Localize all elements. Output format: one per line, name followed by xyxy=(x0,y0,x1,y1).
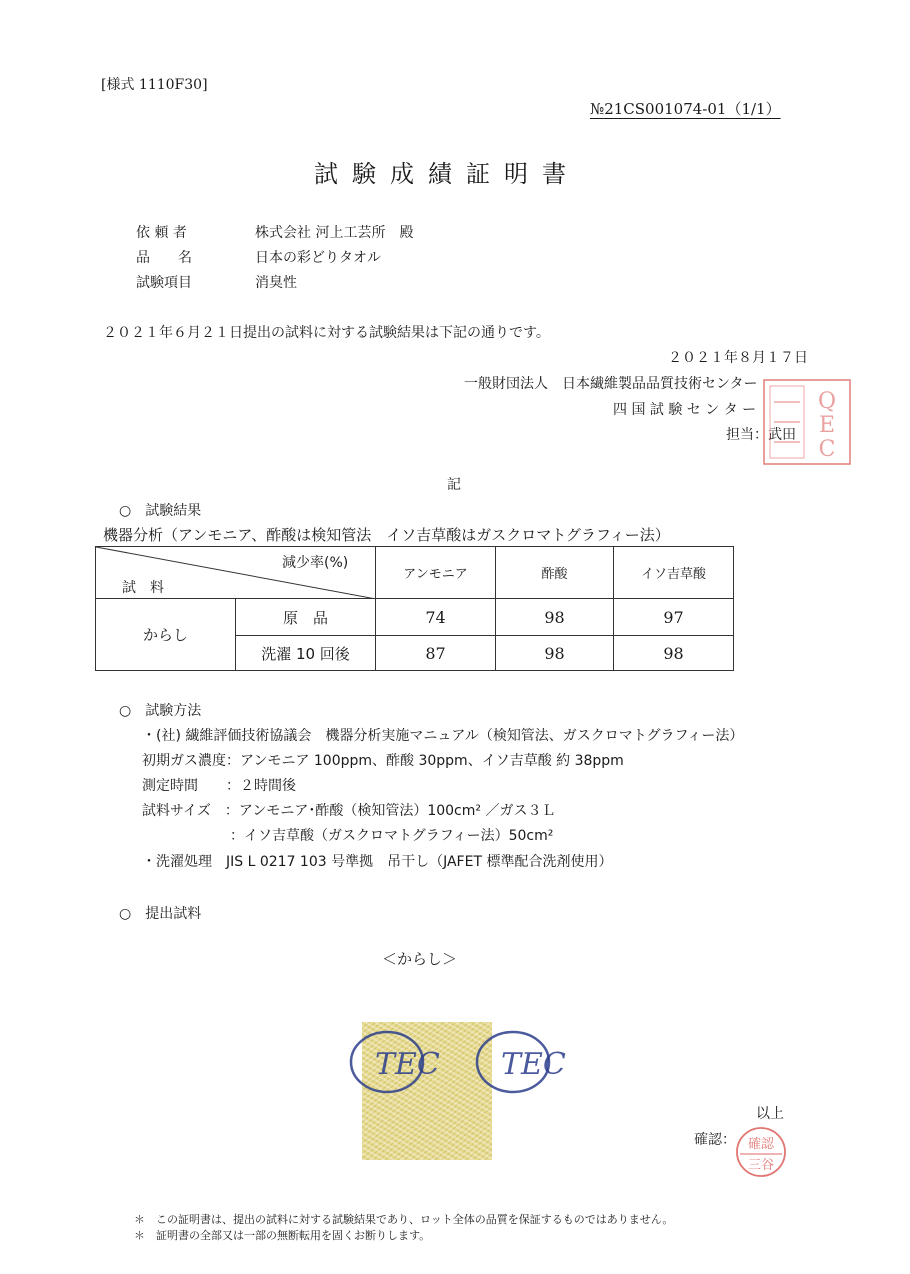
product-value: 日本の彩どりタオル xyxy=(255,250,381,266)
svg-text:TEC: TEC xyxy=(501,1047,566,1082)
column-header-isovaleric-acid: イソ吉草酸 xyxy=(614,547,734,599)
issuer-branch: 四 国 試 験 セ ン タ ー xyxy=(613,402,757,418)
row-label-original: 原 品 xyxy=(236,599,376,636)
table-cell: 98 xyxy=(496,636,614,671)
svg-text:三谷: 三谷 xyxy=(747,1158,775,1173)
qtec-logo-stamp xyxy=(345,1020,575,1100)
intro-text: ２０２１年６月２１日提出の試料に対する試験結果は下記の通りです。 xyxy=(103,325,550,341)
ki-heading: 記 xyxy=(447,477,461,493)
section-sample-heading: ○ 提出試料 xyxy=(119,906,202,922)
confirm-label: 確認： xyxy=(694,1132,736,1148)
ijo-closing: 以上 xyxy=(756,1106,784,1122)
test-item-label: 試験項目 xyxy=(136,275,192,291)
table-corner-cell xyxy=(96,547,376,599)
corner-bottom-label: 試 料 xyxy=(122,580,164,596)
confirmation-seal xyxy=(734,1124,788,1180)
section-results-heading: ○ 試験結果 xyxy=(119,503,202,519)
column-header-ammonia: アンモニア xyxy=(376,547,496,599)
results-table xyxy=(95,546,734,671)
client-label: 依 頼 者 xyxy=(136,225,187,241)
table-cell: 97 xyxy=(614,599,734,636)
sample-caption: ＜からし＞ xyxy=(382,950,458,968)
product-label: 品 名 xyxy=(136,250,192,266)
method-line: 試料サイズ ：アンモニア･酢酸（検知管法）100cm² ／ガス３Ｌ xyxy=(142,803,556,819)
svg-text:確認: 確認 xyxy=(747,1137,775,1152)
method-note: 機器分析（アンモニア、酢酸は検知管法 イソ吉草酸はガスクロマトグラフィー法） xyxy=(103,526,670,544)
section-method-heading: ○ 試験方法 xyxy=(119,703,202,719)
method-line: ・(社) 繊維評価技術協議会 機器分析実施マニュアル（検知管法、ガスクロマトグラフィー法） xyxy=(142,728,744,744)
svg-text:TEC: TEC xyxy=(375,1047,440,1082)
svg-text:E: E xyxy=(818,413,836,438)
document-number: №21CS001074-01（1/1） xyxy=(590,100,781,118)
page-title: 試験成績証明書 xyxy=(314,160,580,188)
table-cell: 98 xyxy=(614,636,734,671)
footnote: ＊ 証明書の全部又は一部の無断転用を固くお断りします。 xyxy=(134,1229,431,1242)
svg-text:Q: Q xyxy=(817,389,837,414)
table-cell: 74 xyxy=(376,599,496,636)
method-line: ・洗濯処理 JIS L 0217 103 号準拠 吊干し（JAFET 標準配合洗剤使用） xyxy=(142,854,613,870)
svg-text:C: C xyxy=(818,437,836,462)
table-cell: 98 xyxy=(496,599,614,636)
client-value: 株式会社 河上工芸所 殿 xyxy=(255,225,414,241)
form-code: [様式 1110F30] xyxy=(101,77,208,93)
corner-top-label: 減少率(%) xyxy=(282,555,349,571)
column-header-acetic-acid: 酢酸 xyxy=(496,547,614,599)
test-item-value: 消臭性 xyxy=(255,275,297,291)
person-in-charge: 担当：武田 xyxy=(726,427,796,443)
organization-seal xyxy=(762,378,852,466)
issuer-organization: 一般財団法人 日本繊維製品品質技術センター xyxy=(464,376,758,392)
issue-date: ２０２１年８月１７日 xyxy=(668,350,808,366)
sample-name-cell: からし xyxy=(96,599,236,671)
method-line: 初期ガス濃度：アンモニア 100ppm、酢酸 30ppm、イソ吉草酸 約 38ppm xyxy=(142,753,624,769)
method-line: 測定時間 ：２時間後 xyxy=(142,778,296,794)
footnote: ＊ この証明書は、提出の試料に対する試験結果であり、ロット全体の品質を保証するものではありません。 xyxy=(134,1213,674,1226)
row-label-after-washing: 洗濯 10 回後 xyxy=(236,636,376,671)
method-line: ：イソ吉草酸（ガスクロマトグラフィー法）50cm² xyxy=(230,828,554,844)
table-cell: 87 xyxy=(376,636,496,671)
